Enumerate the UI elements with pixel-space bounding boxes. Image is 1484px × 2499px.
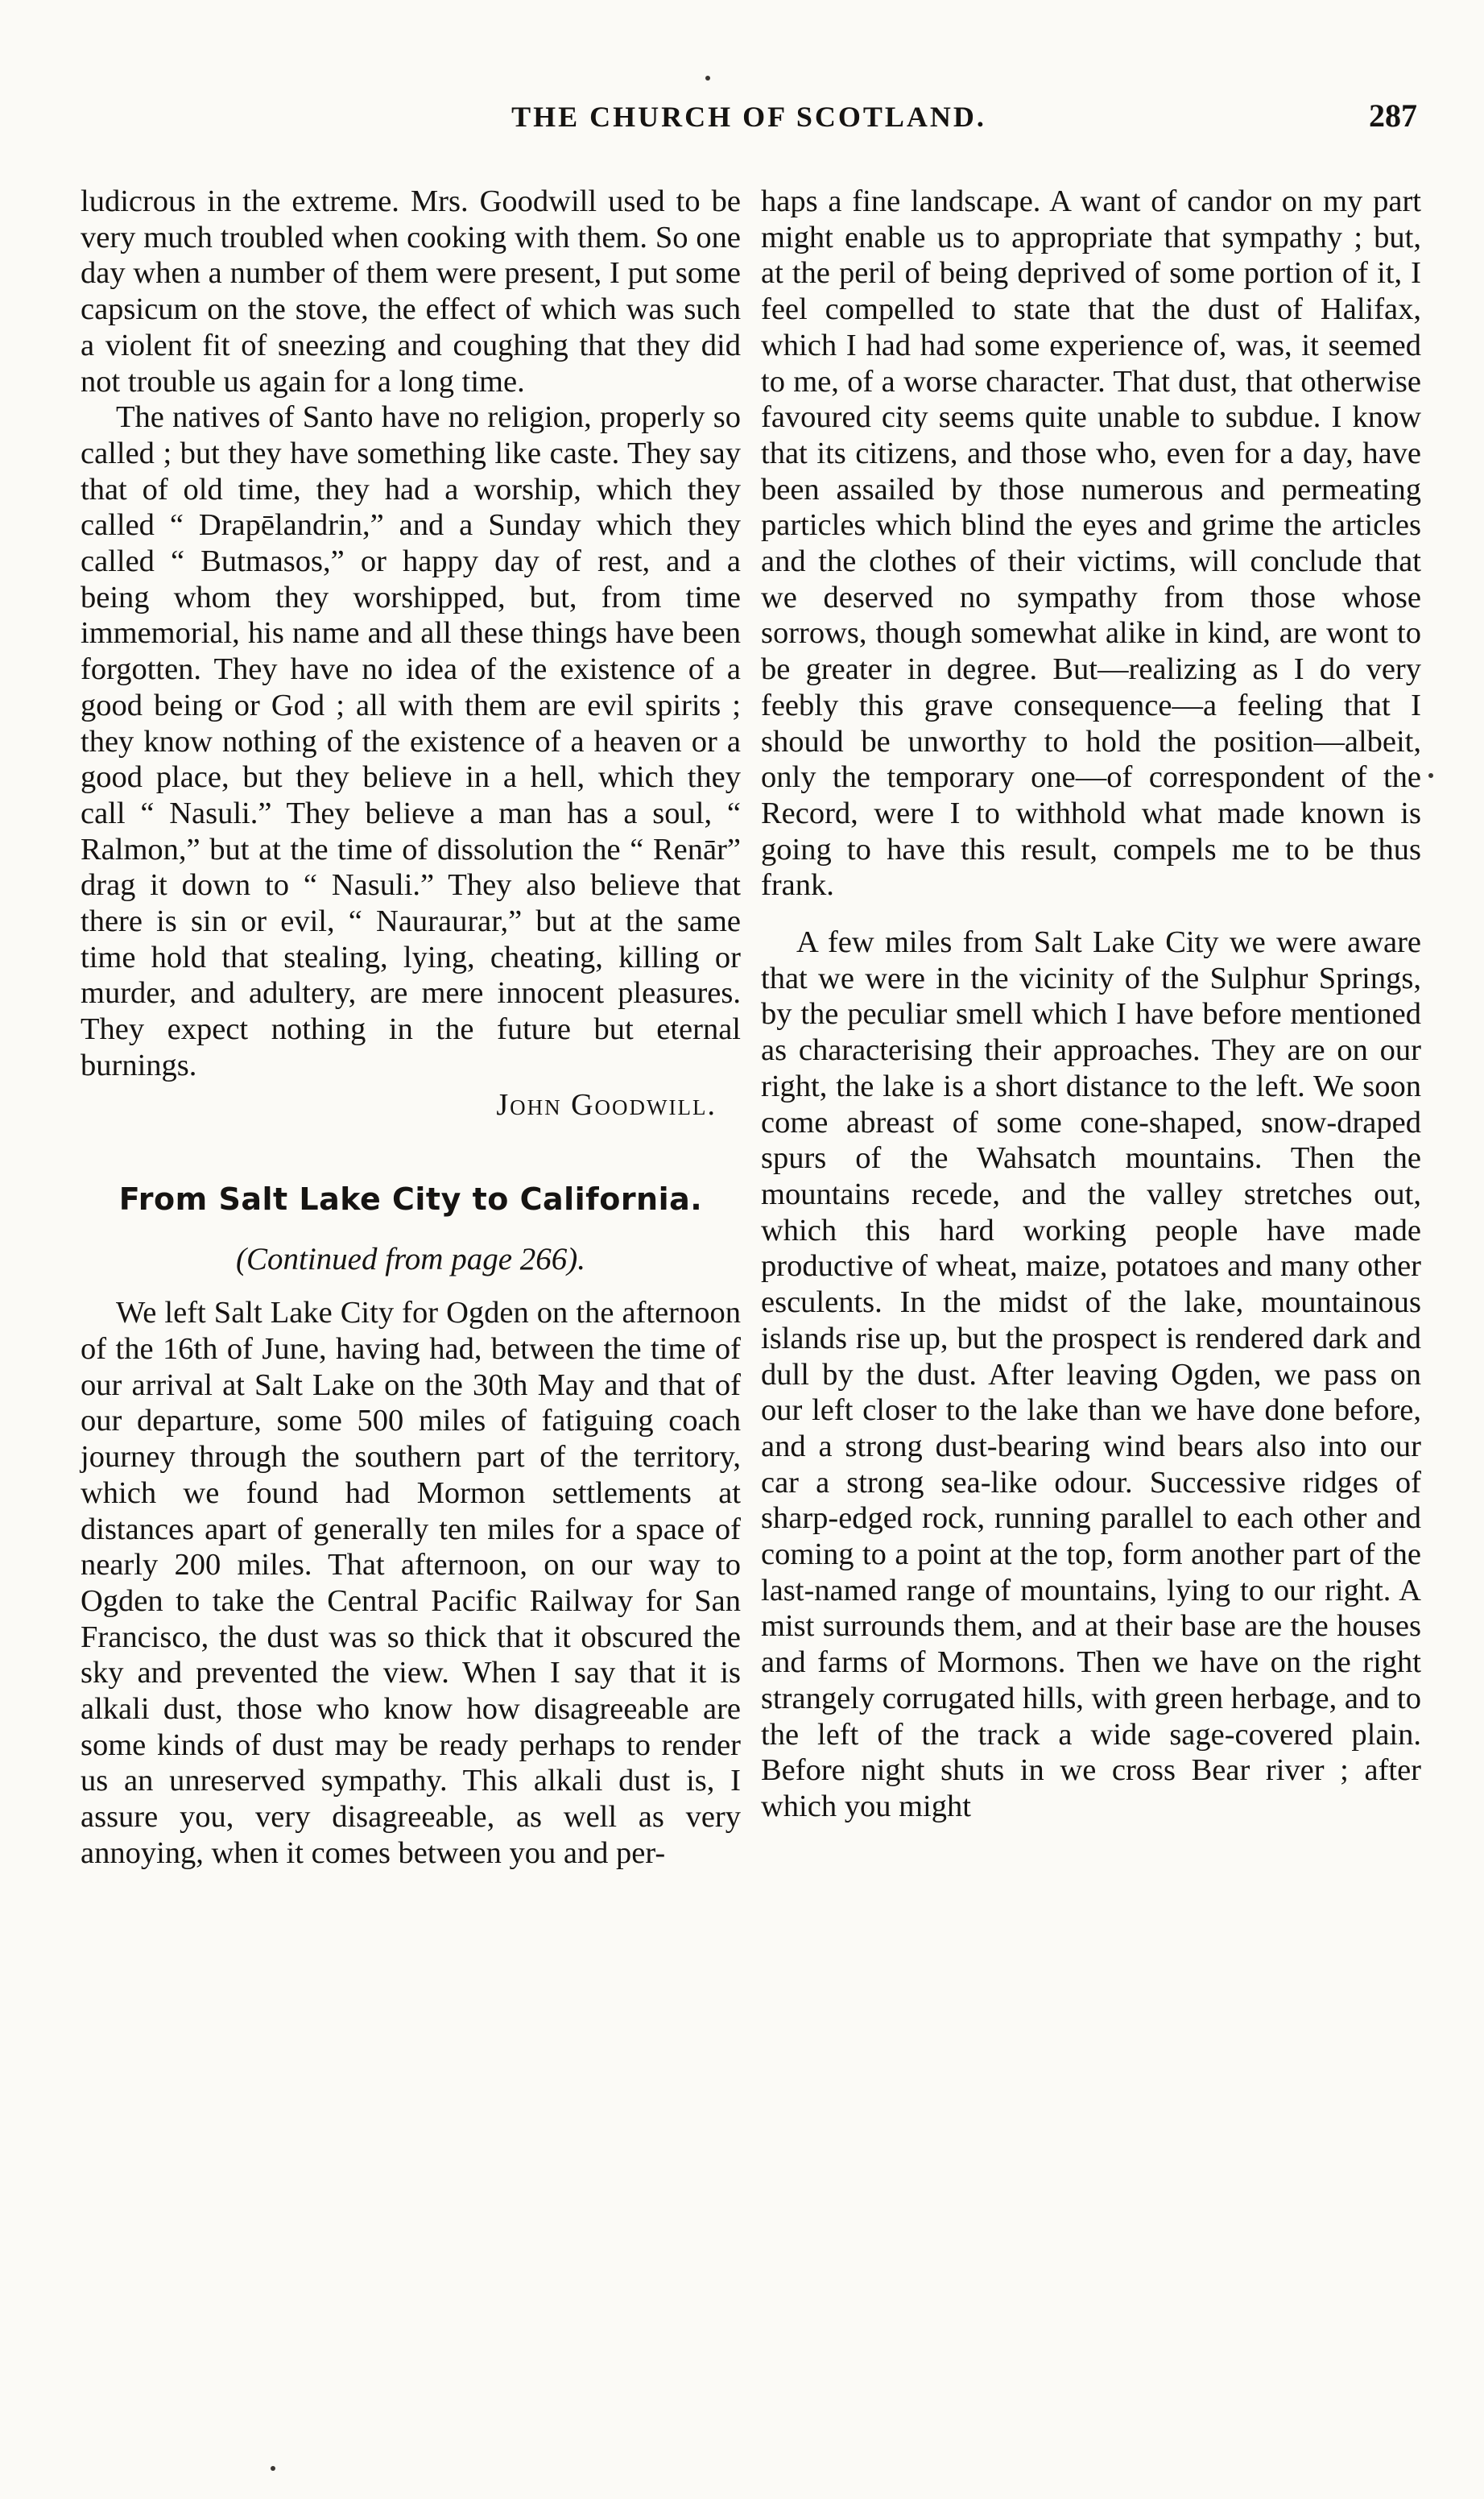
page-header xyxy=(81,97,1417,145)
print-speck xyxy=(705,76,710,81)
paragraph-departure: We left Salt Lake City for Ogden on the afternoon of the 16th of June, having had, between the time of our arrival at Salt Lake on the 30th May and that of our departure, some 500 miles of fatiguing coach journey through the southern part of the territory, which we found had Mormon settlements at distances apart of generally ten miles for a space of nearly 200 miles. That afternoon, on our way to Ogden to take the Central Pacific Railway for San Francisco, the dust was so thick that it obscured the sky and prevented the view. When I say that it is alkali dust, those who know how disagreeable are some kinds of dust may be ready perhaps to render us an unreserved sympathy. This alkali dust is, I assure you, very disagreeable, as well as very annoying, when it comes between you and per- xyxy=(81,1296,741,1870)
print-speck xyxy=(271,2466,275,2471)
continuation-note: (Continued from page 266). xyxy=(235,1242,585,1277)
paragraph-dust-halifax: haps a fine landscape. A want of candor on my part might enable us to appropriate that sympathy ; but, at the peril of being deprived of some portion of it, I feel compelled to state that the dust of Halifax, which I had had some experience of, was, it seemed to me, of a worse character. That dust, that otherwise favoured city seems quite unable to subdue. I know that its citizens, and those who, even for a day, have been assailed by those numerous and permeating particles which blind the eyes and grime the articles and the clothes of their victims, will conclude that we deserved no sympathy from those whose sorrows, though somewhat alike in kind, are wont to be greater in degree. But—realizing as I do very feebly this grave consequence—a feeling that I should be unworthy to hold the position—albeit, only the temporary one—of correspondent of the Record, were I to withhold what made known is going to have this result, compels me to be thus frank. xyxy=(761,184,1421,903)
running-title: THE CHURCH OF SCOTLAND. xyxy=(511,101,986,133)
paragraph-santo-religion: The natives of Santo have no religion, properly so called ; but they have something like caste. They say that of old time, they had a worship, which they called “ Drapēlandrin,” and a Sunday which they called “ Butmasos,” or happy day of rest, and a being whom they worshipped, but, from time immemorial, his name and all these things have been forgotten. They have no idea of the existence of a good being or God ; all with them are evil spirits ; they know nothing of the existence of a heaven or a good place, but they believe in a hell, which they call “ Nasuli.” They believe a man has a soul, “ Ralmon,” but at the time of dissolution the “ Renār” drag it down to “ Nasuli.” They also believe that there is sin or evil, “ Nauraurar,” but at the same time hold that stealing, lying, cheating, killing or murder, and adultery, are mere innocent pleasures. They expect nothing in the future but eternal burnings. xyxy=(81,400,741,1082)
paragraph-journey-ogden: A few miles from Salt Lake City we were aware that we were in the vicinity of the Sulphur Springs, by the peculiar smell which I have before mentioned as characterising their approaches. They are on our right, the lake is a short distance to the left. We soon come abreast of some cone-shaped, snow-draped spurs of the Wahsatch mountains. Then the mountains recede, and the valley stretches out, which this hard working people have made productive of wheat, maize, potatoes and many other esculents. In the midst of the lake, mountainous islands rise up, but the prospect is rendered dark and dull by the dust. After leaving Ogden, we pass on our left closer to the lake than we have done before, and a strong dust-bearing wind bears also into our car a strong sea-like odour. Successive ridges of sharp-edged rock, running parallel to each other and coming to a point at the top, form another part of the last-named range of mountains, lying to our right. A mist surrounds them, and at their base are the houses and farms of Mormons. Then we have on the right strangely corrugated hills, with green herbage, and to the left of the track a wide sage-covered plain. Before night shuts in we cross Bear river ; after which you might xyxy=(761,925,1421,1823)
paragraph-santo-cooking: ludicrous in the extreme. Mrs. Goodwill used to be very much troubled when cooking with them. So one day when a number of them were present, I put some capsicum on the stove, the effect of which was such a violent fit of sneezing and coughing that they did not trouble us again for a long time. xyxy=(81,184,741,399)
print-speck xyxy=(1428,773,1433,778)
author-signature: John Goodwill. xyxy=(496,1087,717,1122)
right-column xyxy=(761,184,1421,1825)
left-column xyxy=(81,184,741,1872)
page-number: 287 xyxy=(1369,97,1417,134)
section-title: From Salt Lake City to California. xyxy=(118,1181,703,1218)
